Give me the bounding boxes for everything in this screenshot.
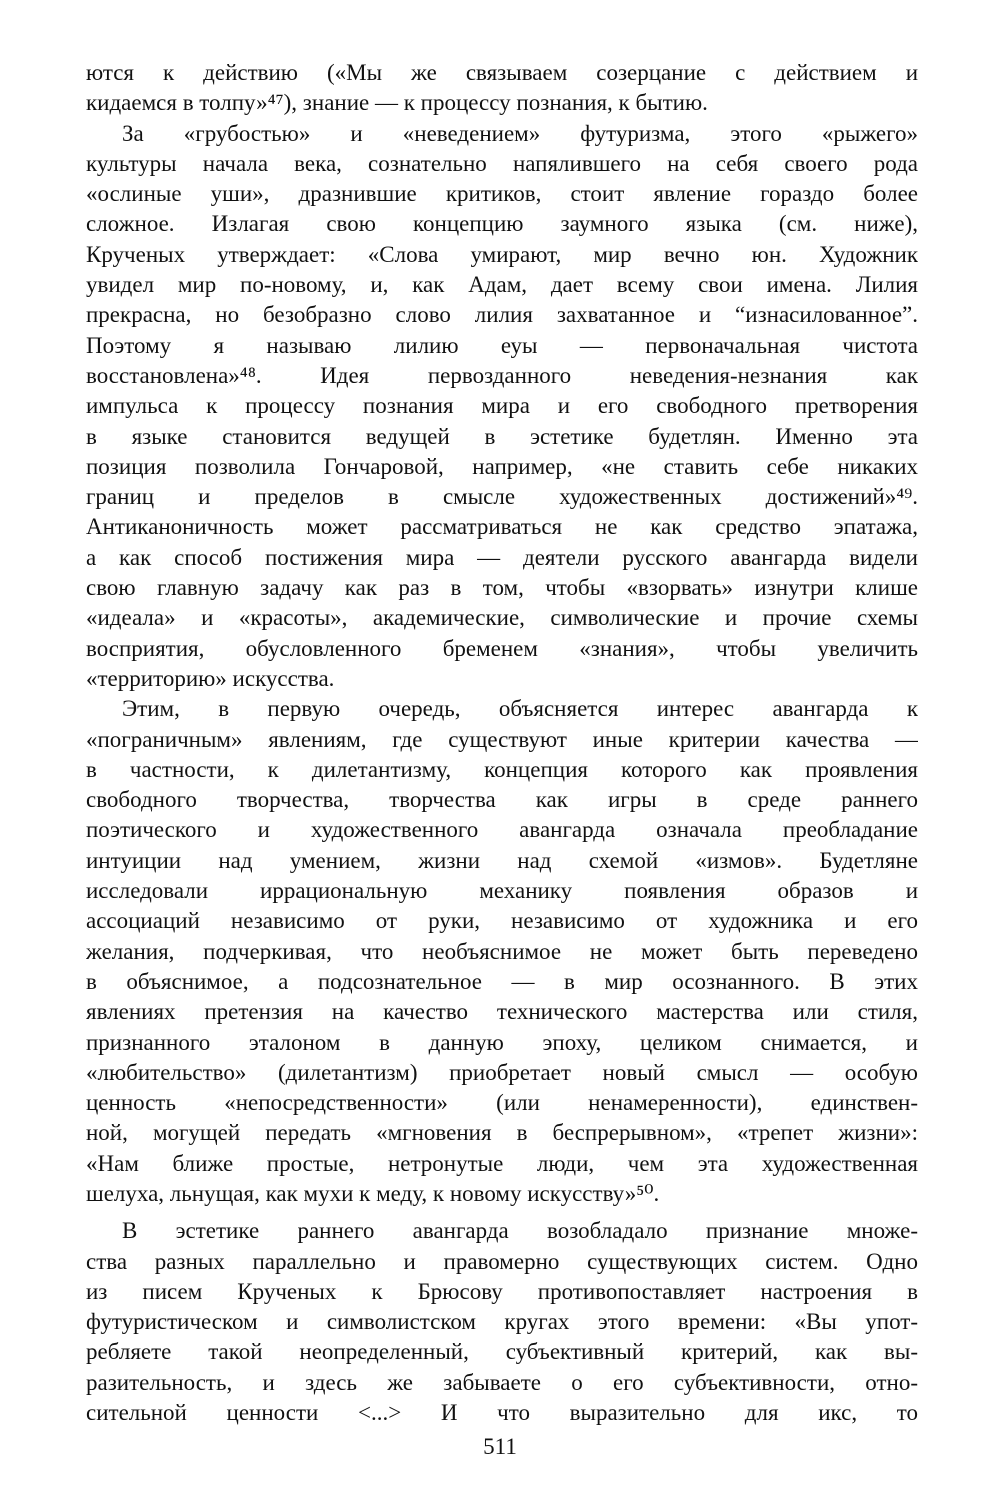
page-number: 511 bbox=[483, 1434, 517, 1459]
text-line: «любительство» (дилетантизм) приобретает новый смысл — особую bbox=[86, 1059, 918, 1085]
text-line: ства разных параллельно и правомерно существующих систем. Одно bbox=[86, 1248, 918, 1274]
text-line: «идеала» и «красоты», академические, символические и прочие схемы bbox=[86, 605, 918, 631]
text-line: в объяснимое, а подсознательное — в мир осознанного. В этих bbox=[86, 968, 918, 994]
paragraph-gap bbox=[86, 1209, 918, 1216]
text-line: Этим, в первую очередь, объясняется интерес авангарда к bbox=[122, 696, 918, 722]
text-line: шелуха, льнущая, как мухи к меду, к новому искусству»⁵⁰. bbox=[86, 1180, 660, 1206]
text-line: восстановлена»⁴⁸. Идея первозданного неведения-незнания как bbox=[86, 362, 918, 388]
paragraph bbox=[86, 1216, 918, 1428]
text-line: исследовали иррациональную механику появления образов и bbox=[86, 878, 918, 904]
text-line: кидаемся в толпу»⁴⁷), знание — к процессу познания, к бытию. bbox=[86, 90, 708, 116]
text-line: За «грубостью» и «неведением» футуризма, этого «рыжего» bbox=[122, 120, 918, 146]
text-line: Крученых утверждает: «Слова умирают, мир вечно юн. Художник bbox=[86, 241, 918, 267]
text-line: сительной ценности <...> И что выразительно для икс, то bbox=[86, 1400, 918, 1426]
text-line: прекрасна, но безобразно слово лилия захватанное и “изнасилованное”. bbox=[86, 302, 918, 328]
text-line: «ослиные уши», дразнившие критиков, стоит явление гораздо более bbox=[86, 181, 918, 207]
text-line: интуиции над умением, жизни над схемой «измов». Будетляне bbox=[86, 847, 918, 873]
text-line: границ и пределов в смысле художественных достижений»⁴⁹. bbox=[86, 484, 918, 510]
text-line: футуристическом и символистском кругах этого времени: «Вы упот- bbox=[86, 1309, 918, 1335]
text-line: а как способ постижения мира — деятели русского авангарда видели bbox=[86, 544, 918, 570]
text-line: ребляете такой неопределенный, субъективный критерий, как вы- bbox=[86, 1339, 918, 1365]
text-line: импульса к процессу познания мира и его свободного претворения bbox=[86, 393, 918, 419]
text-line: ассоциаций независимо от руки, независимо от художника и его bbox=[86, 908, 918, 934]
text-line: ются к действию («Мы же связываем созерцание с действием и bbox=[86, 60, 918, 85]
text-line: желания, подчеркивая, что необъяснимое не может быть переведено bbox=[86, 938, 918, 964]
paragraph bbox=[86, 58, 918, 119]
text-line: позиция позволила Гончаровой, например, «не ставить себе никаких bbox=[86, 453, 918, 479]
text-line: признанного эталоном в данную эпоху, целиком снимается, и bbox=[86, 1029, 918, 1055]
text-line: «территорию» искусства. bbox=[86, 665, 335, 691]
text-line: восприятия, обусловленного бременем «знания», чтобы увеличить bbox=[86, 635, 918, 661]
text-line: Антиканоничность может рассматриваться не как средство эпатажа, bbox=[86, 514, 918, 540]
page-body bbox=[86, 58, 918, 1428]
text-line: Поэтому я называю лилию еуы — первоначальная чистота bbox=[86, 332, 918, 358]
text-line: В эстетике раннего авангарда возобладало признание множе- bbox=[122, 1218, 918, 1244]
text-line: свободного творчества, творчества как игры в среде раннего bbox=[86, 787, 918, 813]
text-line: сложное. Излагая свою концепцию заумного языка (см. ниже), bbox=[86, 211, 918, 237]
text-line: разительность, и здесь же забываете о его субъективности, отно- bbox=[86, 1369, 918, 1395]
text-line: «пограничным» явлениям, где существуют иные критерии качества — bbox=[86, 726, 918, 752]
text-line: явлениях претензия на качество технического мастерства или стиля, bbox=[86, 999, 918, 1025]
text-line: культуры начала века, сознательно напялившего на себя своего рода bbox=[86, 150, 918, 176]
text-line: в языке становится ведущей в эстетике будетлян. Именно эта bbox=[86, 423, 918, 449]
paragraph bbox=[86, 119, 918, 695]
text-line: ценность «непосредственности» (или ненамеренности), единствен- bbox=[86, 1090, 918, 1116]
text-line: поэтического и художественного авангарда означала преобладание bbox=[86, 817, 918, 843]
text-line: из писем Крученых к Брюсову противопоставляет настроения в bbox=[86, 1278, 918, 1304]
text-line: свою главную задачу как раз в том, чтобы «взорвать» изнутри клише bbox=[86, 575, 918, 601]
text-line: ной, могущей передать «мгновения в беспрерывном», «трепет жизни»: bbox=[86, 1120, 918, 1146]
text-line: увидел мир по-новому, и, как Адам, дает всему свои имена. Лилия bbox=[86, 272, 918, 298]
text-line: в частности, к дилетантизму, концепция которого как проявления bbox=[86, 756, 918, 782]
paragraph bbox=[86, 694, 918, 1209]
text-line: «Нам ближе простые, нетронутые люди, чем эта художественная bbox=[86, 1150, 918, 1176]
